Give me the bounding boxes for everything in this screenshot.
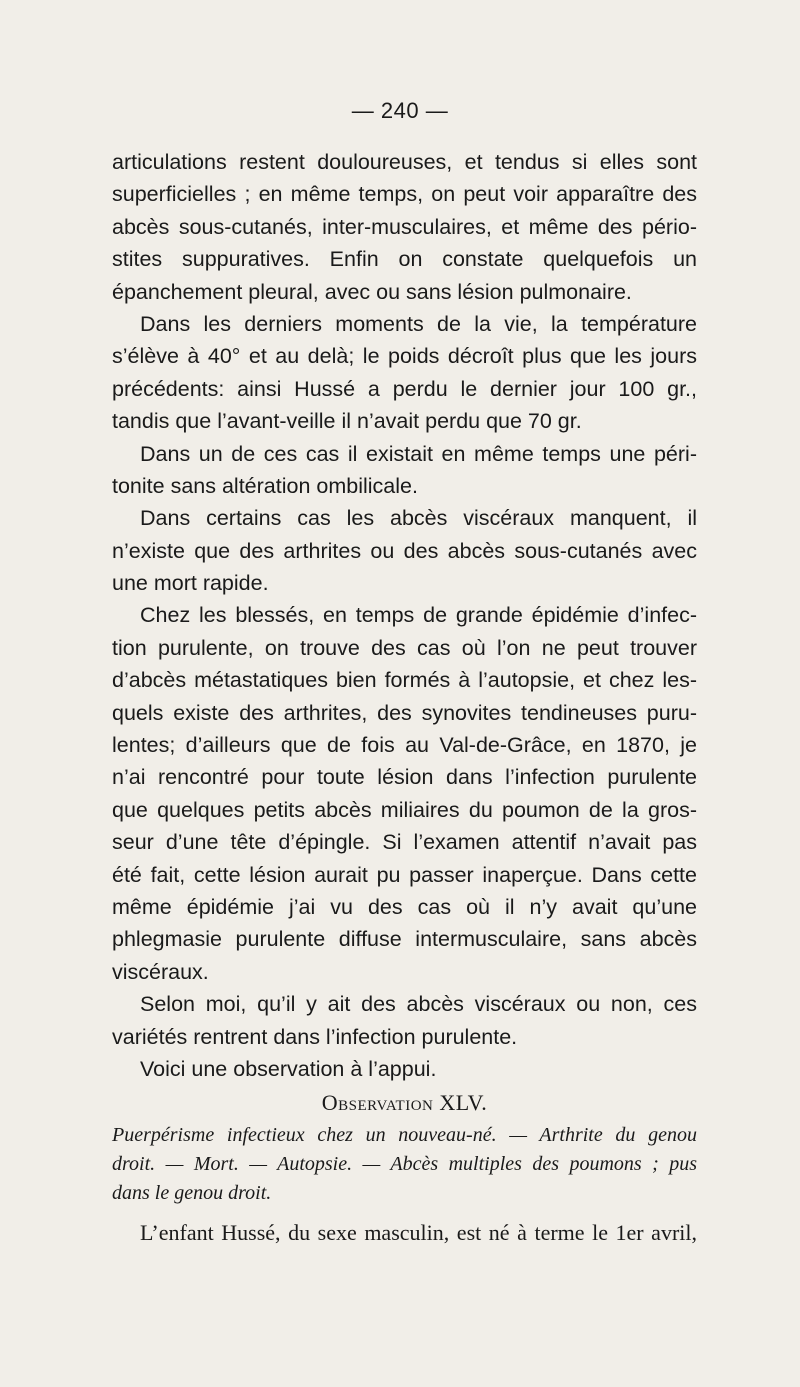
text-line: n’ai rencontré pour toute lésion dans l’infection purulente bbox=[112, 765, 697, 790]
text-line: n’existe que des arthrites ou des abcès sous-cutanés avec bbox=[112, 538, 697, 563]
text-line: épanchement pleural, avec ou sans lésion pulmonaire. bbox=[112, 279, 632, 304]
summary-line: dans le genou droit. bbox=[112, 1182, 272, 1205]
text-line: une mort rapide. bbox=[112, 571, 269, 596]
text-line: Dans certains cas les abcès viscéraux manquent, il bbox=[140, 506, 697, 531]
text-line: Dans un de ces cas il existait en même temps une péri- bbox=[140, 441, 697, 466]
text-line: Voici une observation à l’appui. bbox=[140, 1056, 437, 1081]
text-line: s’élève à 40° et au delà; le poids décroît plus que les jours bbox=[112, 344, 697, 369]
text-line: d’abcès métastatiques bien formés à l’autopsie, et chez les- bbox=[112, 668, 697, 693]
final-line: L’enfant Hussé, du sexe masculin, est né à terme le 1er avril, bbox=[140, 1220, 697, 1246]
body-text bbox=[112, 146, 697, 1250]
text-line: lentes; d’ailleurs que de fois au Val-de-Grâce, en 1870, je bbox=[112, 733, 697, 758]
text-line: précédents: ainsi Hussé a perdu le dernier jour 100 gr., bbox=[112, 376, 697, 401]
text-line: tandis que l’avant-veille il n’avait perdu que 70 gr. bbox=[112, 409, 582, 434]
text-line: phlegmasie purulente diffuse intermusculaire, sans abcès bbox=[112, 927, 697, 952]
text-line: seur d’une tête d’épingle. Si l’examen attentif n’avait pas bbox=[112, 830, 697, 855]
page-number: — 240 — bbox=[351, 98, 449, 123]
text-line: articulations restent douloureuses, et tendus si elles sont bbox=[112, 150, 697, 174]
text-line: tonite sans altération ombilicale. bbox=[112, 473, 418, 498]
text-line: variétés rentrent dans l’infection purulente. bbox=[112, 1024, 518, 1049]
text-line: même épidémie j’ai vu des cas où il n’y avait qu’une bbox=[112, 894, 697, 919]
text-line: superficielles ; en même temps, on peut voir apparaître des bbox=[112, 182, 697, 207]
text-line: stites suppuratives. Enfin on constate quelquefois un bbox=[112, 247, 697, 272]
text-line: été fait, cette lésion aurait pu passer inaperçue. Dans cette bbox=[112, 862, 697, 887]
summary-line: droit. — Mort. — Autopsie. — Abcès multiples des poumons ; pus bbox=[112, 1153, 697, 1176]
summary-line: Puerpérisme infectieux chez un nouveau-né. — Arthrite du genou bbox=[112, 1124, 697, 1147]
text-line: quels existe des arthrites, des synovites tendineuses puru- bbox=[112, 700, 697, 725]
text-line: Chez les blessés, en temps de grande épidémie d’infec- bbox=[140, 603, 697, 628]
text-line: que quelques petits abcès miliaires du poumon de la gros- bbox=[112, 797, 697, 822]
text-line: Dans les derniers moments de la vie, la température bbox=[140, 311, 697, 336]
text-line: viscéraux. bbox=[112, 959, 209, 984]
text-line: Selon moi, qu’il y ait des abcès viscéraux ou non, ces bbox=[140, 992, 697, 1017]
observation-heading: Observation XLV. bbox=[321, 1090, 488, 1116]
text-line: tion purulente, on trouve des cas où l’on ne peut trouver bbox=[112, 635, 697, 660]
text-line: abcès sous-cutanés, inter-musculaires, et même des pério- bbox=[112, 214, 697, 239]
